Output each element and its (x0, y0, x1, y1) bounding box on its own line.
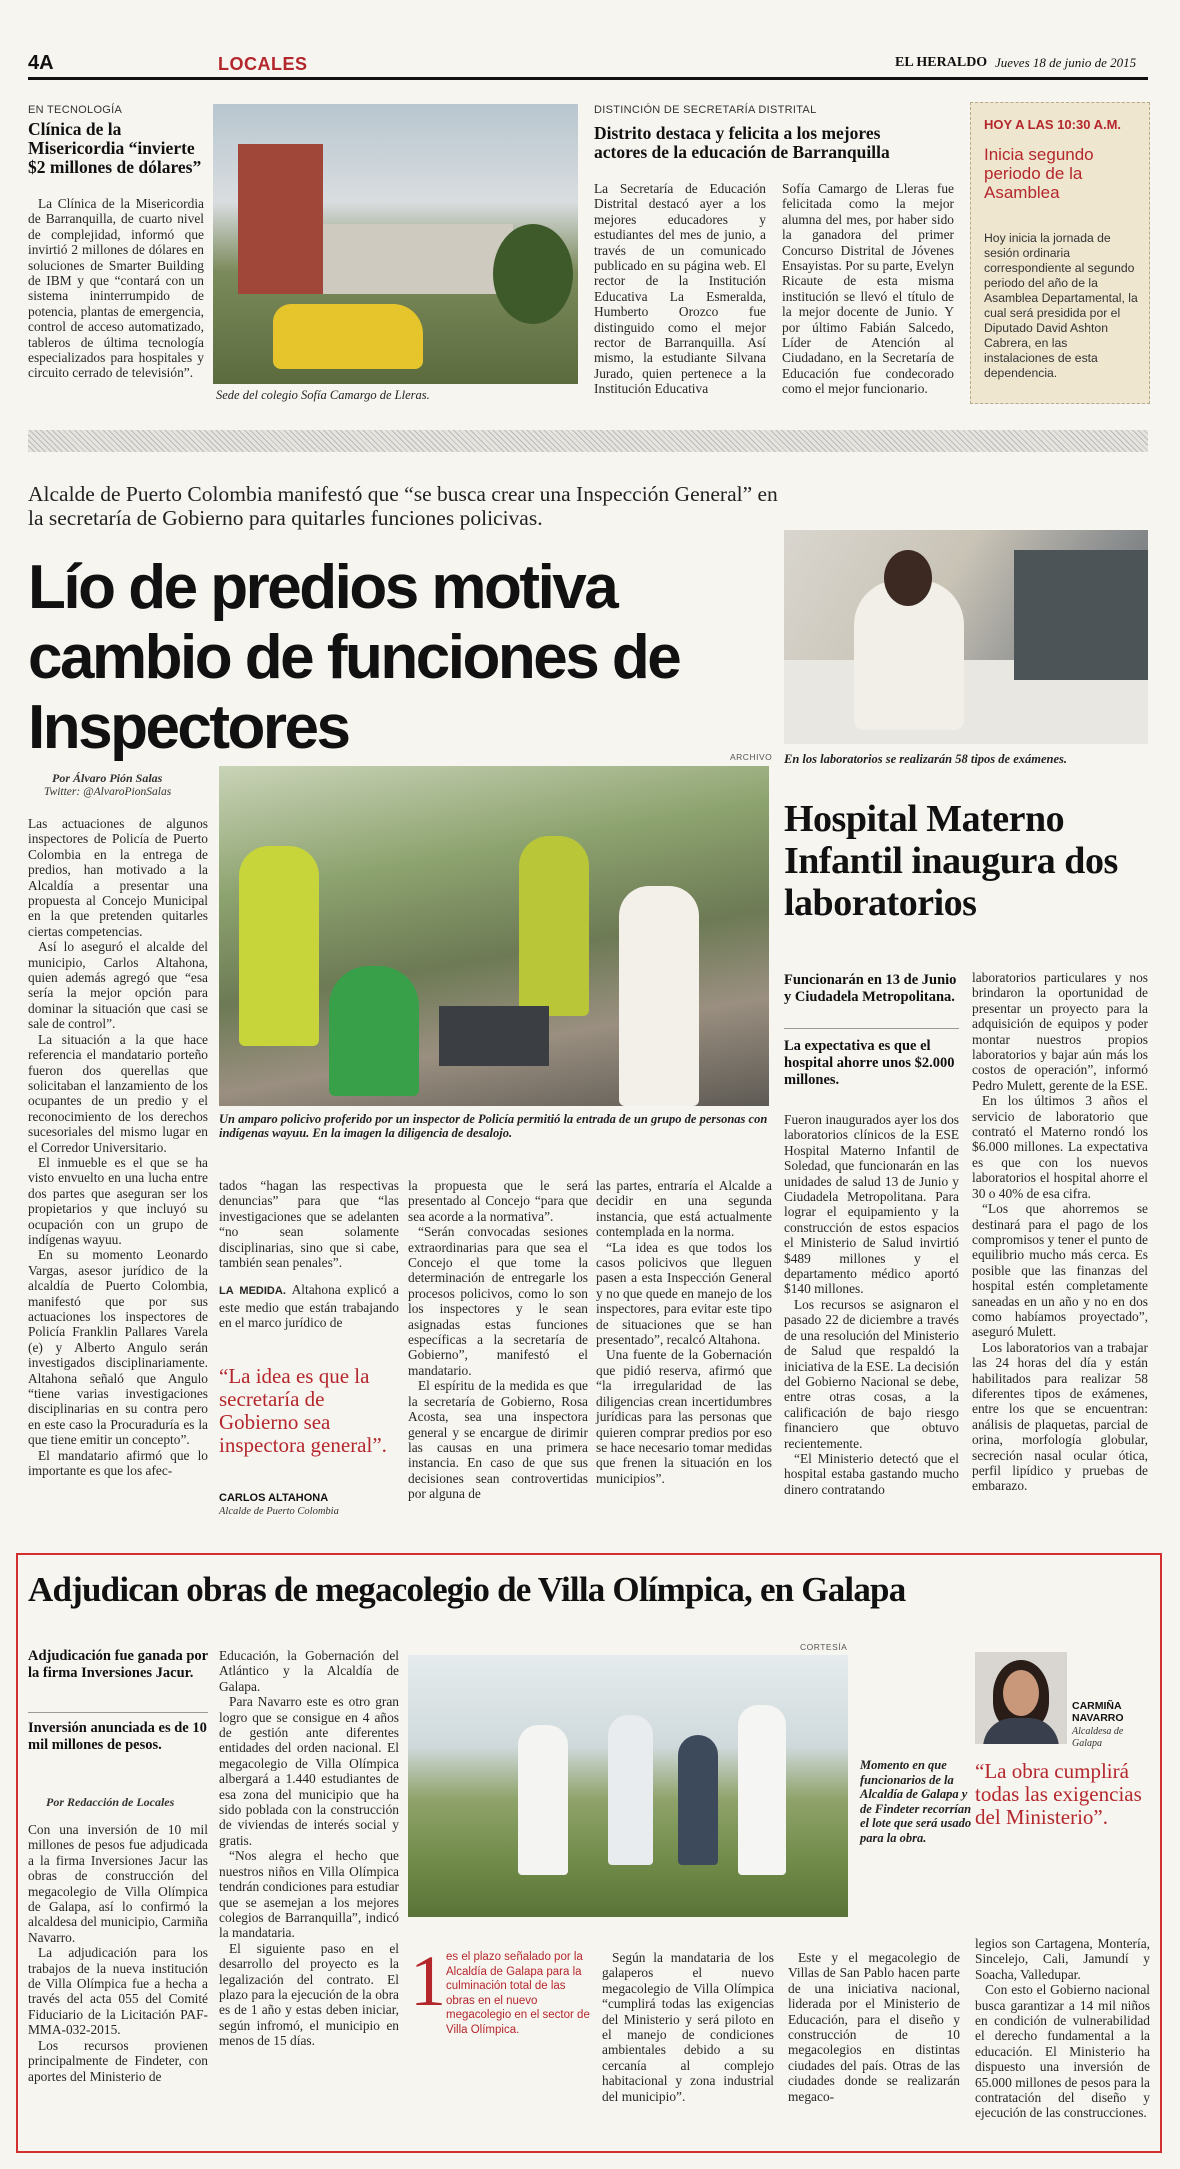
hospital-sub-rule (784, 1028, 959, 1029)
galapa-col1: Con una inversión de 10 mil millones de pesos fue adjudicada a la firma Inversiones Jacur las obras de construcción del megacolegio de Villa Olímpica de Galapa, así lo confirmó la alcaldesa del municipio, Carmiña Navarro. La adjudicación para los trabajos de la nueva institución de Villa Olímpica fue a hecha a través del acta 055 del Comité Fiduciario de la Licitación PAF-MMA-032-2015. Los recursos provienen principalmente de Findeter, con aportes del Ministerio de (28, 1822, 208, 2084)
fact-number: 1 (410, 1941, 446, 2021)
hospital-col2: laboratorios particulares y nos brindaron la oportunidad de presentar un proyecto para la adquisición de equipos y poder montar nuestros propios laboratorios y bajar aún más los costos de operación”, informó Pedro Mulett, gerente de la ESE. En los últimos 3 años el servicio de laboratorio que contrató el Materno rondó los $6.000 millones. La expectativa es que con los nuevos laboratorios el hospital ahorre el 30 o 40% de esa cifra. “Los que ahorremos se destinará para el pago de los compromisos y tener el punto de equilibrio mucho más cerca. Es posible que las finanzas del hospital estén completamente saneadas en un año y no en dos como habíamos proyectado”, aseguró Mulett. Los laboratorios van a trabajar las 24 horas del día y están habilitados para realizar 58 diferentes tipos de exámenes, entre los que se encuentran: análisis de plaquetas, parcial de orina, morfología globular, secreción nasal ocular ótica, perfil lipídico y pruebas de embarazo. (972, 970, 1148, 1494)
desalojo-photo (219, 766, 769, 1106)
masthead-name: EL HERALDO (895, 55, 988, 70)
galapa-byline: Por Redacción de Locales (46, 1795, 175, 1809)
clinica-kicker: EN TECNOLOGÍA (28, 104, 123, 116)
person-figure (608, 1715, 653, 1865)
navarro-role: Alcaldesa de Galapa (1072, 1726, 1124, 1749)
navarro-name: CARMIÑA NAVARRO (1072, 1700, 1124, 1724)
galapa-photo-credit: CORTESÍA (800, 1642, 848, 1652)
hospital-col1: Fueron inaugurados ayer los dos laboratorios clínicos de la ESE Hospital Materno Infantil de Soledad, que funcionarán en las unidades de salud 13 de Junio y Ciudadela Metropolitana. Para lograr el equipamiento y la construcción de estos espacios el Ministerio de Salud invirtió $489 millones y el departamento médico aportó $140 millones. Los recursos se asignaron el pasado 22 de diciembre a través de una resolución del Ministerio de Salud que respaldó la iniciativa de la ESE. La decisión del Gobierno Nacional se debe, entre otras cosas, a la calificación de bajo riesgo financiero que obtuvo recientemente. “El Ministerio detectó que el hospital estaba gastando mucho dinero contratando (784, 1112, 959, 1497)
lote-photo-caption: Momento en que funcionarios de la Alcaldía de Galapa y de Findeter recorrían el lote que será usado para la obra. (860, 1758, 972, 1845)
hospital-headline: Hospital Materno Infantil inaugura dos laboratorios (784, 798, 1118, 924)
galapa-sub1: Adjudicación fue ganada por la firma Inversiones Jacur. (28, 1648, 208, 1681)
section-separator (28, 430, 1148, 452)
galapa-headline: Adjudican obras de megacolegio de Villa Olímpica, en Galapa (28, 1570, 906, 1609)
seated-figure (329, 966, 419, 1096)
page-number: 4A (28, 52, 54, 74)
asamblea-box (970, 102, 1150, 404)
inspectores-pull-quote: “La idea es que la secretaría de Gobierno sea inspectora general”. (219, 1364, 387, 1457)
woman-figure (619, 886, 699, 1106)
medida-text: Altahona explicó a este medio que están trabajando en el marco jurídico de (219, 1282, 399, 1331)
police-figure (519, 836, 589, 1016)
inspectores-quote-name: CARLOS ALTAHONA (219, 1492, 329, 1504)
portrait-shoulders (983, 1718, 1059, 1744)
galapa-sub-rule (28, 1712, 208, 1713)
fact-text: es el plazo señalado por la Alcaldía de Galapa para la culminación total de las obras en el nuevo megacolegio en el sector de Villa Olímpica. (446, 1951, 590, 2036)
worker-head (884, 550, 932, 606)
portrait-face (1003, 1670, 1039, 1716)
inspectores-byline: Por Álvaro Pión Salas (52, 771, 163, 785)
distrito-kicker: DISTINCIÓN DE SECRETARÍA DISTRITAL (594, 104, 817, 116)
asamblea-headline: Inicia segundo periodo de la Asamblea (984, 145, 1094, 202)
inspectores-deck: Alcalde de Puerto Colombia manifestó que “se busca crear una Inspección General” en la secretaría de Gobierno para quitarles funciones policivas. (28, 482, 778, 530)
lote-photo (408, 1655, 848, 1917)
taxi-shape (273, 304, 423, 369)
inspectores-headline: Lío de predios motiva cambio de funciones de Inspectores (28, 553, 680, 762)
building-shape (323, 224, 513, 294)
header-rule (28, 77, 1148, 80)
lab-machine (1014, 550, 1148, 680)
hospital-sub1: Funcionarán en 13 de Junio y Ciudadela Metropolitana. (784, 972, 957, 1005)
distrito-col2: Sofía Camargo de Lleras fue felicitada como la mejor alumna del mes, por haber sido la ganadora del primer Concurso Distrital de Jóvenes Ensayistas. Por su parte, Evelyn Ricaute de esta misma institución se llevó el título de la mejor docente de Junio. Y por último Fabián Salcedo, Líder de Atención al Ciudadano, en la Secretaría de Educación fue condecorado como el mejor funcionario. (782, 181, 954, 397)
inspectores-photo-credit: ARCHIVO (730, 752, 773, 762)
galapa-col5: legios son Cartagena, Montería, Sincelejo, Cali, Jamundí y Soacha, Valledupar. Con esto el Gobierno nacional busca garantizar a 14 mil niños en condición de vulnerabilidad el derecho fundamental a la educación. El Ministerio ha dispuesto una inversión de 65.000 millones de pesos para la contratación del diseño y ejecución de las construcciones. (975, 1936, 1150, 2121)
distrito-col1: La Secretaría de Educación Distrital destacó ayer a los mejores educadores y estudiantes del mes de junio, a través de un comunicado publicado en su página web. El rector de la Institución Educativa La Esmeralda, Humberto Orozco fue distinguido como el mejor rector de Barranquilla. Así mismo, la estudiante Silvana Jurado, quien pertenece a la Institución Educativa (594, 181, 766, 397)
galapa-col4: Este y el megacolegio de Villas de San Pablo hacen parte de una iniciativa nacional, liderada por el Ministerio de Educación, para el diseño y construcción de 10 megacolegios en distintas ciudades del país. Otras de las ciudades donde se realizarán megaco- (788, 1950, 960, 2104)
inspectores-quote-role: Alcalde de Puerto Colombia (219, 1506, 339, 1517)
colegio-photo (213, 104, 578, 384)
document-device (439, 1006, 549, 1066)
hospital-sub2: La expectativa es que el hospital ahorre unos $2.000 millones. (784, 1038, 955, 1088)
desalojo-photo-caption: Un amparo policivo proferido por un inspector de Policía permitió la entrada de un grupo de personas con indígenas wayuu. En la imagen la diligencia de desalojo. (219, 1112, 768, 1140)
distrito-headline: Distrito destaca y felicita a los mejores actores de la educación de Barranquilla (594, 123, 890, 162)
navarro-portrait (975, 1652, 1067, 1744)
galapa-col3: Según la mandataria de los galaperos el nuevo megacolegio de Villa Olímpica “cumplirá todas las exigencias del Ministerio y será piloto en el manejo de condiciones ambientales debido a su cercanía al complejo habitacional y zona industrial del municipio”. (602, 1950, 774, 2104)
galapa-pull-quote: “La obra cumplirá todas las exigencias del Ministerio”. (975, 1759, 1142, 1829)
section-name: LOCALES (218, 54, 308, 74)
clinica-body: La Clínica de la Misericordia de Barranquilla, de cuarto nivel de complejidad, informó que invirtió 2 millones de dólares en soluciones de Smarter Building de IBM y que “contará con un sistema ininterrumpido de potencia, plantas de emergencia, control de acceso automatizado, tableros de última tecnología especializados para hospitales y circuito cerrado de televisión”. (28, 196, 204, 381)
asamblea-time: HOY A LAS 10:30 A.M. (984, 117, 1122, 132)
inspectores-col2: tados “hagan las respectivas denuncias” para que “las investigaciones que se adelanten “no sean solamente disciplinarias, sino que si cabe, también sean penales”. LA MEDIDA. Altahona explicó a este medio que están trabajando en el marco jurídico de (219, 1178, 399, 1331)
clinica-headline: Clínica de la Misericordia “invierte $2 millones de dólares” (28, 119, 202, 177)
inspectores-col1: Las actuaciones de algunos inspectores de Policía de Puerto Colombia en la entrega de predios, han motivado a la Alcaldía a presentar una propuesta al Concejo Municipal en la que pretenden quitarles ciertas competencias. Así lo aseguró el alcalde del municipio, Carlos Altahona, quien además agregó que “esa sería la mejor opción para dominar la situación que casi se sale de control”. La situación a la que hace referencia el mandatario porteño fueron dos querellas que solicitaban el lanzamiento de los ocupantes de un predio y el reconocimiento de los derechos sucesoriales del mismo lugar en el Corredor Universitario. El inmueble es el que se ha visto envuelto en una lucha entre dos partes que aseguran ser los propietarios y que incluyó su ocupación con un grupo de indígenas wayuu. En su momento Leonardo Vargas, asesor jurídico de la alcaldía de Puerto Colombia, manifestó que por sus actuaciones los inspectores de Policía Franklin Pallares Varela (e) y Alberto Angulo serán investigados disciplinariamente. Altahona señaló que Angulo “tiene varias investigaciones disciplinarias en su contra pero en este caso la Procuraduría es la que tiene emitir un concepto”. El mandatario afirmó que lo importante es que los afec- (28, 816, 208, 1479)
galapa-sub2: Inversión anunciada es de 10 mil millones de pesos. (28, 1720, 207, 1753)
person-figure (678, 1735, 718, 1865)
inspectores-col3: la propuesta que le será presentado al Concejo “para que sea acorde a la normativa”. “Serán convocadas sesiones extraordinarias para que sea el Concejo el que tome la determinación de entregarle los procesos policivos, como lo son los inspectores y le sean asignadas estas funciones específicas a la secretaría de Gobierno”, manifestó el mandatario. El espíritu de la medida es que la secretaría de Gobierno, Rosa Acosta, sea una inspectora general y se encargue de dirimir las causas en una primera instancia. En caso de que sus decisiones sean controvertidas por alguna de (408, 1178, 588, 1502)
medida-lead: LA MEDIDA. (219, 1285, 286, 1298)
building-shape (238, 144, 323, 294)
inspectores-twitter: Twitter: @AlvaroPionSalas (44, 786, 172, 798)
person-figure (738, 1705, 786, 1875)
police-figure (239, 846, 319, 1046)
colegio-photo-caption: Sede del colegio Sofía Camargo de Lleras. (216, 388, 430, 402)
asamblea-body: Hoy inicia la jornada de sesión ordinaria correspondiente al segundo periodo del año de la Asamblea Departamental, la cual será presidida por el Diputado David Ashton Cabrera, en las instalaciones de esta dependencia. (984, 231, 1138, 380)
inspectores-col4: las partes, entraría el Alcalde a decidir en una segunda instancia, que está actualmente contemplada en la norma. “La idea es que todos los casos policivos que lleguen pasen a esta Inspección General y no que quede en manejo de los inspectores, para evitar este tipo de situaciones que se han presentado”, recalcó Altahona. Una fuente de la Gobernación que pidió reserva, afirmó que “la irregularidad de las diligencias crean incertidumbres jurídicas para las personas que quieren comprar predios por eso se hace necesario tomar medidas que frenen la situación en los municipios”. (596, 1178, 772, 1486)
lab-photo-caption: En los laboratorios se realizarán 58 tipos de exámenes. (784, 752, 1068, 766)
tree-shape (493, 224, 573, 324)
lab-photo (784, 530, 1148, 744)
galapa-col2: Educación, la Gobernación del Atlántico y la Alcaldía de Galapa. Para Navarro este es otro gran logro que se consigue en 4 años de gestión ante diferentes entidades del orden nacional. El megacolegio de Villa Olímpica albergará a 1.440 estudiantes de esa zona del municipio que ha sido poblada con la construcción de viviendas de interés social y gratis. “Nos alegra el hecho que nuestros niños en Villa Olímpica tendrán condiciones para estudiar que se asemejan a los mejores colegios de Barranquilla”, indicó la mandataria. El siguiente paso en el desarrollo del proyecto es la legalización del contrato. El plazo para la ejecución de la obra es de 1 año y estas deben iniciar, según infromó, el municipio en menos de 15 días. (219, 1648, 399, 2049)
person-figure (518, 1725, 568, 1875)
masthead-date: Jueves 18 de junio de 2015 (995, 55, 1137, 70)
